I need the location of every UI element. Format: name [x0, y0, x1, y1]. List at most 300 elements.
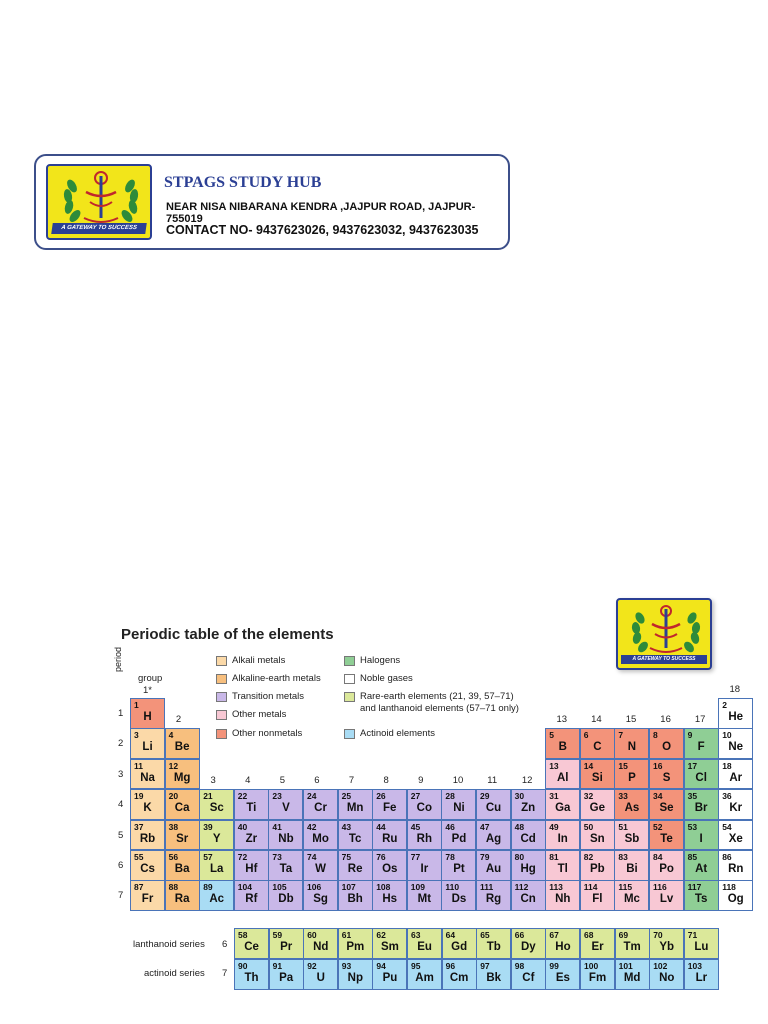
atomic-number: 75	[341, 852, 352, 862]
element-cell-cf	[511, 959, 546, 990]
element-symbol: Hs	[382, 893, 398, 906]
element-symbol: Fe	[383, 802, 397, 815]
element-cell-fr	[130, 880, 165, 911]
element-cell-ac	[199, 880, 234, 911]
element-cell-be	[165, 728, 200, 759]
atomic-number: 19	[134, 791, 144, 802]
period-number-4: 4	[118, 799, 124, 811]
atomic-number: 64	[445, 930, 456, 940]
legend-swatch-alkali	[216, 656, 227, 666]
element-symbol: Mn	[346, 802, 364, 815]
atomic-number: 115	[618, 882, 633, 893]
atomic-number: 23	[272, 791, 282, 802]
atomic-number: 1	[134, 700, 139, 710]
atomic-number: 87	[134, 882, 144, 893]
legend-swatch-rareearth	[344, 692, 355, 702]
element-symbol: Pa	[279, 972, 294, 984]
atomic-number: 41	[272, 821, 282, 832]
element-symbol: Cn	[520, 893, 536, 906]
element-cell-eu	[407, 928, 442, 959]
atomic-number: 46	[445, 821, 455, 832]
element-cell-ba	[165, 850, 200, 881]
element-cell-tl	[545, 850, 580, 881]
element-symbol: Ge	[589, 802, 606, 815]
period-number-7: 7	[118, 890, 124, 902]
element-symbol: Po	[659, 863, 674, 875]
element-cell-md	[615, 959, 650, 990]
legend-swatch-transition	[216, 692, 227, 702]
legend-label-rareearth-line2: and lanthanoid elements (57–71 only)	[360, 703, 519, 714]
element-symbol: Ru	[382, 832, 398, 845]
group-number-6: 6	[314, 775, 320, 787]
lanthanoid-series-label: lanthanoid series	[133, 939, 205, 950]
element-symbol: Cl	[695, 771, 707, 784]
element-symbol: Md	[623, 972, 641, 984]
element-cell-y	[199, 820, 234, 851]
element-cell-tm	[615, 928, 650, 959]
element-cell-h	[130, 698, 165, 729]
element-cell-ag	[476, 820, 511, 851]
atomic-number: 43	[341, 821, 352, 832]
element-cell-ti	[234, 789, 269, 820]
element-cell-no	[649, 959, 684, 990]
element-symbol: Zn	[521, 802, 536, 815]
element-cell-sm	[372, 928, 407, 959]
group-number-15: 15	[625, 714, 637, 726]
atomic-number: 30	[514, 791, 525, 802]
atomic-number: 44	[376, 821, 386, 832]
atomic-number: 90	[238, 961, 248, 971]
element-cell-mt	[407, 880, 442, 911]
atomic-number: 68	[584, 930, 594, 940]
atomic-number: 42	[307, 821, 317, 832]
element-cell-ar	[718, 759, 753, 790]
element-cell-mc	[614, 880, 649, 911]
element-symbol: In	[557, 832, 568, 845]
element-cell-la	[199, 850, 234, 881]
atomic-number: 110	[445, 882, 460, 893]
element-symbol: Pr	[280, 941, 293, 953]
element-cell-se	[649, 789, 684, 820]
atomic-number: 2	[722, 700, 727, 710]
element-symbol: Am	[415, 972, 434, 984]
element-cell-f	[684, 728, 719, 759]
element-symbol: N	[627, 741, 637, 754]
atomic-number: 11	[134, 760, 143, 771]
atomic-number: 39	[203, 821, 213, 832]
element-symbol: Y	[212, 832, 221, 845]
element-symbol: Tm	[623, 941, 641, 953]
atomic-number: 55	[134, 852, 144, 862]
element-cell-al	[545, 759, 580, 790]
element-symbol: F	[697, 741, 705, 754]
atomic-number: 82	[583, 852, 594, 862]
element-cell-au	[476, 850, 511, 881]
element-symbol: Dy	[520, 941, 536, 953]
atomic-number: 89	[203, 882, 213, 893]
element-symbol: Si	[591, 771, 603, 784]
atomic-number: 96	[445, 961, 456, 971]
element-cell-pu	[372, 959, 407, 990]
element-cell-bh	[338, 880, 373, 911]
atomic-number: 35	[687, 791, 698, 802]
element-cell-cd	[511, 820, 546, 851]
legend-label-rareearth: Rare-earth elements (21, 39, 57–71)	[360, 691, 514, 702]
element-cell-ir	[407, 850, 442, 881]
atomic-number: 114	[583, 882, 598, 893]
atomic-number: 93	[341, 961, 352, 971]
element-symbol: Li	[142, 741, 153, 754]
atomic-number: 21	[203, 791, 213, 802]
atomic-number: 118	[722, 882, 736, 893]
atomic-number: 101	[618, 961, 633, 971]
atomic-number: 78	[445, 852, 455, 862]
element-cell-db	[268, 880, 303, 911]
element-symbol: Og	[727, 893, 744, 906]
element-symbol: Sn	[589, 832, 605, 845]
legend-swatch-actinoid	[344, 729, 355, 739]
atomic-number: 29	[480, 791, 490, 802]
element-symbol: H	[143, 711, 152, 723]
atomic-number: 24	[307, 791, 317, 802]
element-symbol: Lr	[695, 972, 708, 984]
element-symbol: La	[210, 863, 224, 875]
element-symbol: Ds	[451, 893, 467, 906]
atomic-number: 62	[376, 930, 386, 940]
element-symbol: Pu	[382, 972, 398, 984]
element-symbol: B	[558, 741, 567, 754]
element-symbol: Sm	[380, 941, 399, 953]
atomic-number: 97	[480, 961, 490, 971]
element-cell-kr	[718, 789, 753, 820]
element-cell-u	[303, 959, 338, 990]
element-cell-ru	[372, 820, 407, 851]
group-axis-label: group	[138, 673, 163, 684]
institute-logo-small	[616, 598, 712, 670]
group-number-14: 14	[591, 714, 602, 726]
element-cell-rb	[130, 820, 165, 851]
atomic-number: 9	[687, 730, 693, 741]
atomic-number: 80	[514, 852, 525, 862]
element-symbol: Bk	[486, 972, 502, 984]
element-symbol: Tl	[557, 863, 568, 875]
atomic-number: 67	[549, 930, 559, 940]
actinoid-series-label: actinoid series	[144, 968, 205, 979]
element-symbol: Te	[660, 832, 673, 845]
element-cell-pb	[580, 850, 615, 881]
atomic-number: 65	[480, 930, 490, 940]
element-symbol: No	[659, 972, 675, 984]
element-symbol: Pt	[453, 863, 465, 875]
atomic-number: 4	[168, 730, 174, 741]
element-cell-er	[580, 928, 615, 959]
actinoid-period-number: 7	[222, 968, 228, 979]
group-number-7: 7	[348, 775, 355, 787]
element-symbol: Zr	[245, 832, 258, 845]
atomic-number: 54	[722, 821, 732, 832]
atomic-number: 86	[722, 852, 732, 862]
element-cell-sc	[199, 789, 234, 820]
legend-swatch-othermetal	[216, 710, 227, 720]
element-cell-xe	[718, 820, 753, 851]
logo-motto-small: A GATEWAY TO SUCCESS	[621, 655, 707, 664]
element-symbol: Ca	[174, 802, 190, 815]
atomic-number: 8	[653, 730, 658, 741]
element-symbol: U	[316, 972, 325, 984]
institute-logo	[46, 164, 152, 240]
element-cell-ra	[165, 880, 200, 911]
group-number-8: 8	[383, 775, 389, 787]
element-cell-cu	[476, 789, 511, 820]
atomic-number: 33	[618, 791, 628, 802]
group-number-5: 5	[279, 775, 285, 787]
element-symbol: P	[628, 771, 636, 784]
element-cell-gd	[442, 928, 477, 959]
element-symbol: At	[695, 863, 708, 875]
element-cell-as	[614, 789, 649, 820]
legend-swatch-alkaline	[216, 674, 227, 684]
element-symbol: Ra	[174, 893, 190, 906]
legend-label-actinoid: Actinoid elements	[360, 728, 435, 739]
atomic-number: 109	[410, 882, 425, 893]
atomic-number: 73	[272, 852, 282, 862]
element-cell-os	[372, 850, 407, 881]
legend-label-noble: Noble gases	[360, 673, 413, 684]
element-cell-pt	[441, 850, 476, 881]
element-cell-hs	[372, 880, 407, 911]
element-cell-ne	[718, 728, 753, 759]
element-cell-mn	[338, 789, 373, 820]
element-symbol: Ac	[209, 893, 225, 906]
element-cell-cm	[442, 959, 477, 990]
atomic-number: 47	[480, 821, 490, 832]
element-symbol: Ne	[728, 741, 744, 754]
element-cell-ho	[545, 928, 580, 959]
atomic-number: 37	[134, 821, 144, 832]
element-symbol: Mo	[312, 832, 329, 845]
element-cell-pa	[269, 959, 304, 990]
element-cell-pr	[269, 928, 304, 959]
element-cell-dy	[511, 928, 546, 959]
legend-label-nonmetal: Other nonmetals	[232, 728, 303, 739]
element-symbol: O	[662, 741, 672, 754]
atomic-number: 85	[687, 852, 698, 862]
element-cell-bk	[476, 959, 511, 990]
element-symbol: Bh	[347, 893, 363, 906]
element-symbol: Ts	[694, 893, 708, 906]
element-symbol: Yb	[659, 941, 675, 953]
element-cell-sb	[614, 820, 649, 851]
element-cell-am	[407, 959, 442, 990]
element-symbol: Er	[591, 941, 604, 953]
periodic-table-title: Periodic table of the elements	[121, 626, 334, 643]
atomic-number: 10	[722, 730, 732, 741]
element-cell-cs	[130, 850, 165, 881]
atomic-number: 69	[618, 930, 629, 940]
element-symbol: Fl	[592, 893, 603, 906]
element-symbol: Eu	[417, 941, 432, 953]
atomic-number: 38	[168, 821, 179, 832]
element-cell-rf	[234, 880, 269, 911]
atomic-number: 106	[307, 882, 322, 893]
element-symbol: Rh	[416, 832, 433, 845]
element-cell-nh	[545, 880, 580, 911]
element-cell-rg	[476, 880, 511, 911]
element-cell-i	[684, 820, 719, 851]
atomic-number: 52	[653, 821, 663, 832]
atomic-number: 53	[687, 821, 698, 832]
element-cell-o	[649, 728, 684, 759]
atomic-number: 58	[238, 930, 248, 940]
atomic-number: 60	[307, 930, 317, 940]
element-cell-ce	[234, 928, 269, 959]
element-cell-bi	[614, 850, 649, 881]
atomic-number: 74	[307, 852, 317, 862]
element-cell-co	[407, 789, 442, 820]
atomic-number: 100	[584, 961, 599, 971]
institute-address: NEAR NISA NIBARANA KENDRA ,JAJPUR ROAD, JAJPUR- 755019	[166, 201, 476, 225]
atomic-number: 113	[549, 882, 563, 893]
element-symbol: He	[728, 711, 744, 723]
element-cell-tb	[476, 928, 511, 959]
element-cell-fl	[580, 880, 615, 911]
element-symbol: Br	[694, 802, 708, 815]
element-symbol: Bi	[626, 863, 638, 875]
element-symbol: Rf	[245, 893, 258, 906]
element-symbol: Sb	[624, 832, 640, 845]
element-symbol: Gd	[451, 941, 468, 953]
element-cell-yb	[649, 928, 684, 959]
atomic-number: 111	[480, 882, 494, 893]
element-cell-sr	[165, 820, 200, 851]
atomic-number: 15	[618, 760, 628, 771]
element-cell-cr	[303, 789, 338, 820]
element-symbol: Se	[659, 802, 674, 815]
element-symbol: Ho	[555, 941, 571, 953]
logo-motto: A GATEWAY TO SUCCESS	[51, 223, 147, 234]
atomic-number: 70	[653, 930, 663, 940]
legend-swatch-noble	[344, 674, 355, 684]
element-cell-mg	[165, 759, 200, 790]
element-symbol: V	[282, 802, 290, 815]
legend-label-alkaline: Alkaline-earth metals	[232, 673, 321, 684]
element-symbol: Kr	[729, 802, 743, 815]
atomic-number: 6	[583, 730, 589, 741]
group-number-17: 17	[694, 714, 706, 726]
legend-swatch-nonmetal	[216, 729, 227, 739]
element-cell-si	[580, 759, 615, 790]
legend-label-othermetal: Other metals	[232, 709, 287, 720]
period-number-5: 5	[118, 829, 124, 841]
atomic-number: 92	[307, 961, 317, 971]
element-symbol: Al	[556, 771, 569, 784]
element-cell-re	[338, 850, 373, 881]
atomic-number: 116	[653, 882, 667, 893]
atomic-number: 31	[549, 791, 559, 802]
atomic-number: 25	[341, 791, 352, 802]
element-symbol: Cs	[140, 863, 155, 875]
atomic-number: 103	[687, 961, 702, 971]
element-symbol: Fm	[588, 972, 607, 984]
atomic-number: 14	[583, 760, 594, 771]
atomic-number: 81	[549, 852, 559, 862]
element-symbol: Pd	[451, 832, 467, 845]
element-cell-np	[338, 959, 373, 990]
element-symbol: Au	[485, 863, 502, 875]
atomic-number: 49	[549, 821, 559, 832]
atomic-number: 16	[653, 760, 663, 771]
element-cell-es	[545, 959, 580, 990]
legend-label-alkali: Alkali metals	[232, 655, 286, 666]
element-cell-mo	[303, 820, 338, 851]
atomic-number: 66	[514, 930, 525, 940]
atomic-number: 26	[376, 791, 386, 802]
element-symbol: Lu	[694, 941, 709, 953]
element-cell-zn	[511, 789, 546, 820]
group-number-16: 16	[660, 714, 671, 726]
atomic-number: 71	[687, 930, 698, 940]
element-symbol: Sc	[209, 802, 224, 815]
element-symbol: Hg	[520, 863, 536, 875]
element-cell-zr	[234, 820, 269, 851]
element-symbol: Ga	[555, 802, 571, 815]
element-cell-br	[684, 789, 719, 820]
element-symbol: K	[143, 802, 152, 815]
group-1-label: 1*	[143, 685, 152, 696]
period-axis-label: period	[113, 646, 123, 672]
element-cell-p	[614, 759, 649, 790]
element-cell-tc	[338, 820, 373, 851]
atomic-number: 105	[272, 882, 287, 893]
atomic-number: 95	[411, 961, 421, 971]
element-symbol: Sg	[313, 893, 328, 906]
element-cell-li	[130, 728, 165, 759]
period-number-2: 2	[118, 738, 124, 750]
element-cell-ca	[165, 789, 200, 820]
atomic-number: 59	[272, 930, 283, 940]
legend-label-halogen: Halogens	[360, 655, 401, 666]
element-symbol: Rb	[139, 832, 156, 845]
element-cell-k	[130, 789, 165, 820]
element-symbol: Es	[555, 972, 570, 984]
atomic-number: 117	[687, 882, 702, 893]
element-symbol: Nd	[313, 941, 329, 953]
atomic-number: 45	[410, 821, 421, 832]
atomic-number: 83	[618, 852, 628, 862]
element-symbol: Hf	[245, 863, 258, 875]
atomic-number: 102	[653, 961, 668, 971]
group-number-10: 10	[452, 775, 464, 787]
element-symbol: Ba	[174, 863, 190, 875]
atomic-number: 88	[168, 882, 179, 893]
atomic-number: 77	[410, 852, 421, 862]
group-number-9: 9	[418, 775, 424, 787]
element-symbol: Be	[174, 741, 190, 754]
legend-label-transition: Transition metals	[232, 691, 304, 702]
element-symbol: Ir	[420, 863, 429, 875]
element-cell-po	[649, 850, 684, 881]
atomic-number: 22	[237, 791, 248, 802]
element-cell-c	[580, 728, 615, 759]
atomic-number: 3	[134, 730, 139, 741]
atomic-number: 50	[583, 821, 594, 832]
element-cell-te	[649, 820, 684, 851]
atomic-number: 57	[203, 852, 213, 862]
element-symbol: Fr	[141, 893, 154, 906]
atomic-number: 18	[722, 760, 732, 771]
atomic-number: 5	[549, 730, 554, 741]
element-symbol: Db	[278, 893, 294, 906]
